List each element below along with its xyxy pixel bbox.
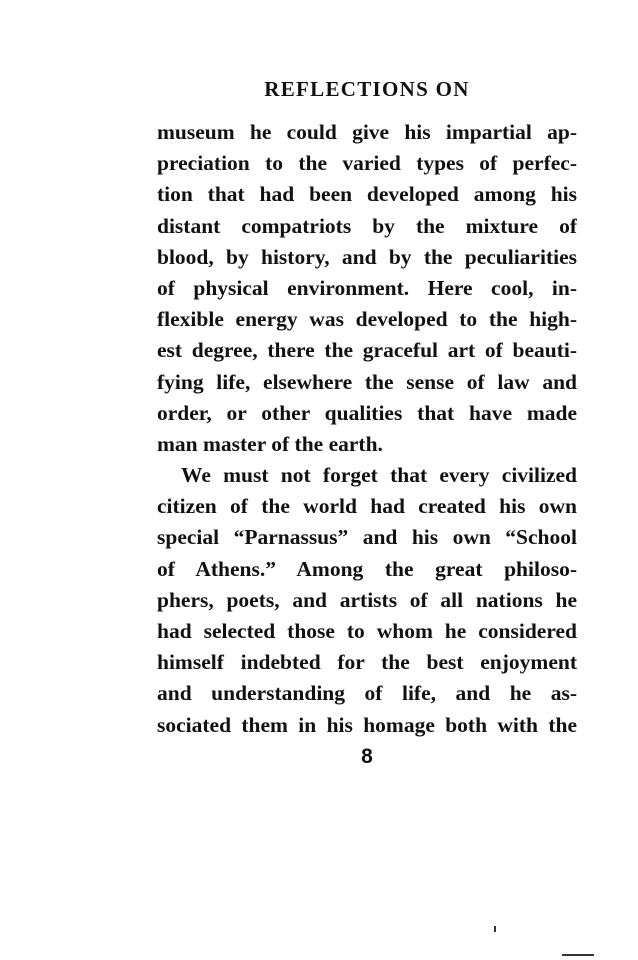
text-line: order, or other qualities that have made — [157, 400, 577, 425]
paragraph — [157, 117, 577, 460]
text-line: himself indebted for the best enjoyment — [157, 650, 577, 675]
text-line: man master of the earth. — [157, 431, 383, 456]
text-line: citizen of the world had created his own — [157, 494, 577, 519]
text-line: museum he could give his impartial ap- — [157, 120, 577, 144]
text-line: and understanding of life, and he as- — [157, 681, 577, 706]
text-line: blood, by history, and by the peculiarities — [157, 244, 577, 269]
text-line: We must not forget that every civilized — [181, 463, 577, 488]
text-line: phers, poets, and artists of all nations he — [157, 587, 577, 612]
text-line: sociated them in his homage both with the — [157, 712, 577, 737]
scan-edge-mark — [562, 954, 594, 956]
text-line: distant compatriots by the mixture of — [157, 213, 577, 238]
text-line: of Athens.” Among the great philoso- — [157, 556, 577, 581]
text-line: flexible energy was developed to the high- — [157, 307, 577, 332]
text-line: had selected those to whom he considered — [157, 619, 577, 643]
scan-speck — [494, 926, 496, 932]
text-line: tion that had been developed among his — [157, 182, 577, 207]
paragraph — [157, 460, 577, 741]
page-number: 8 — [361, 745, 373, 768]
text-line: est degree, there the graceful art of beauti- — [157, 338, 577, 363]
running-head: REFLECTIONS ON — [264, 77, 470, 101]
text-line: preciation to the varied types of perfec- — [157, 151, 577, 176]
text-line: of physical environment. Here cool, in- — [157, 275, 577, 300]
text-line: special “Parnassus” and his own “School — [157, 525, 577, 550]
body-text — [157, 117, 577, 741]
text-line: fying life, elsewhere the sense of law and — [157, 369, 577, 394]
